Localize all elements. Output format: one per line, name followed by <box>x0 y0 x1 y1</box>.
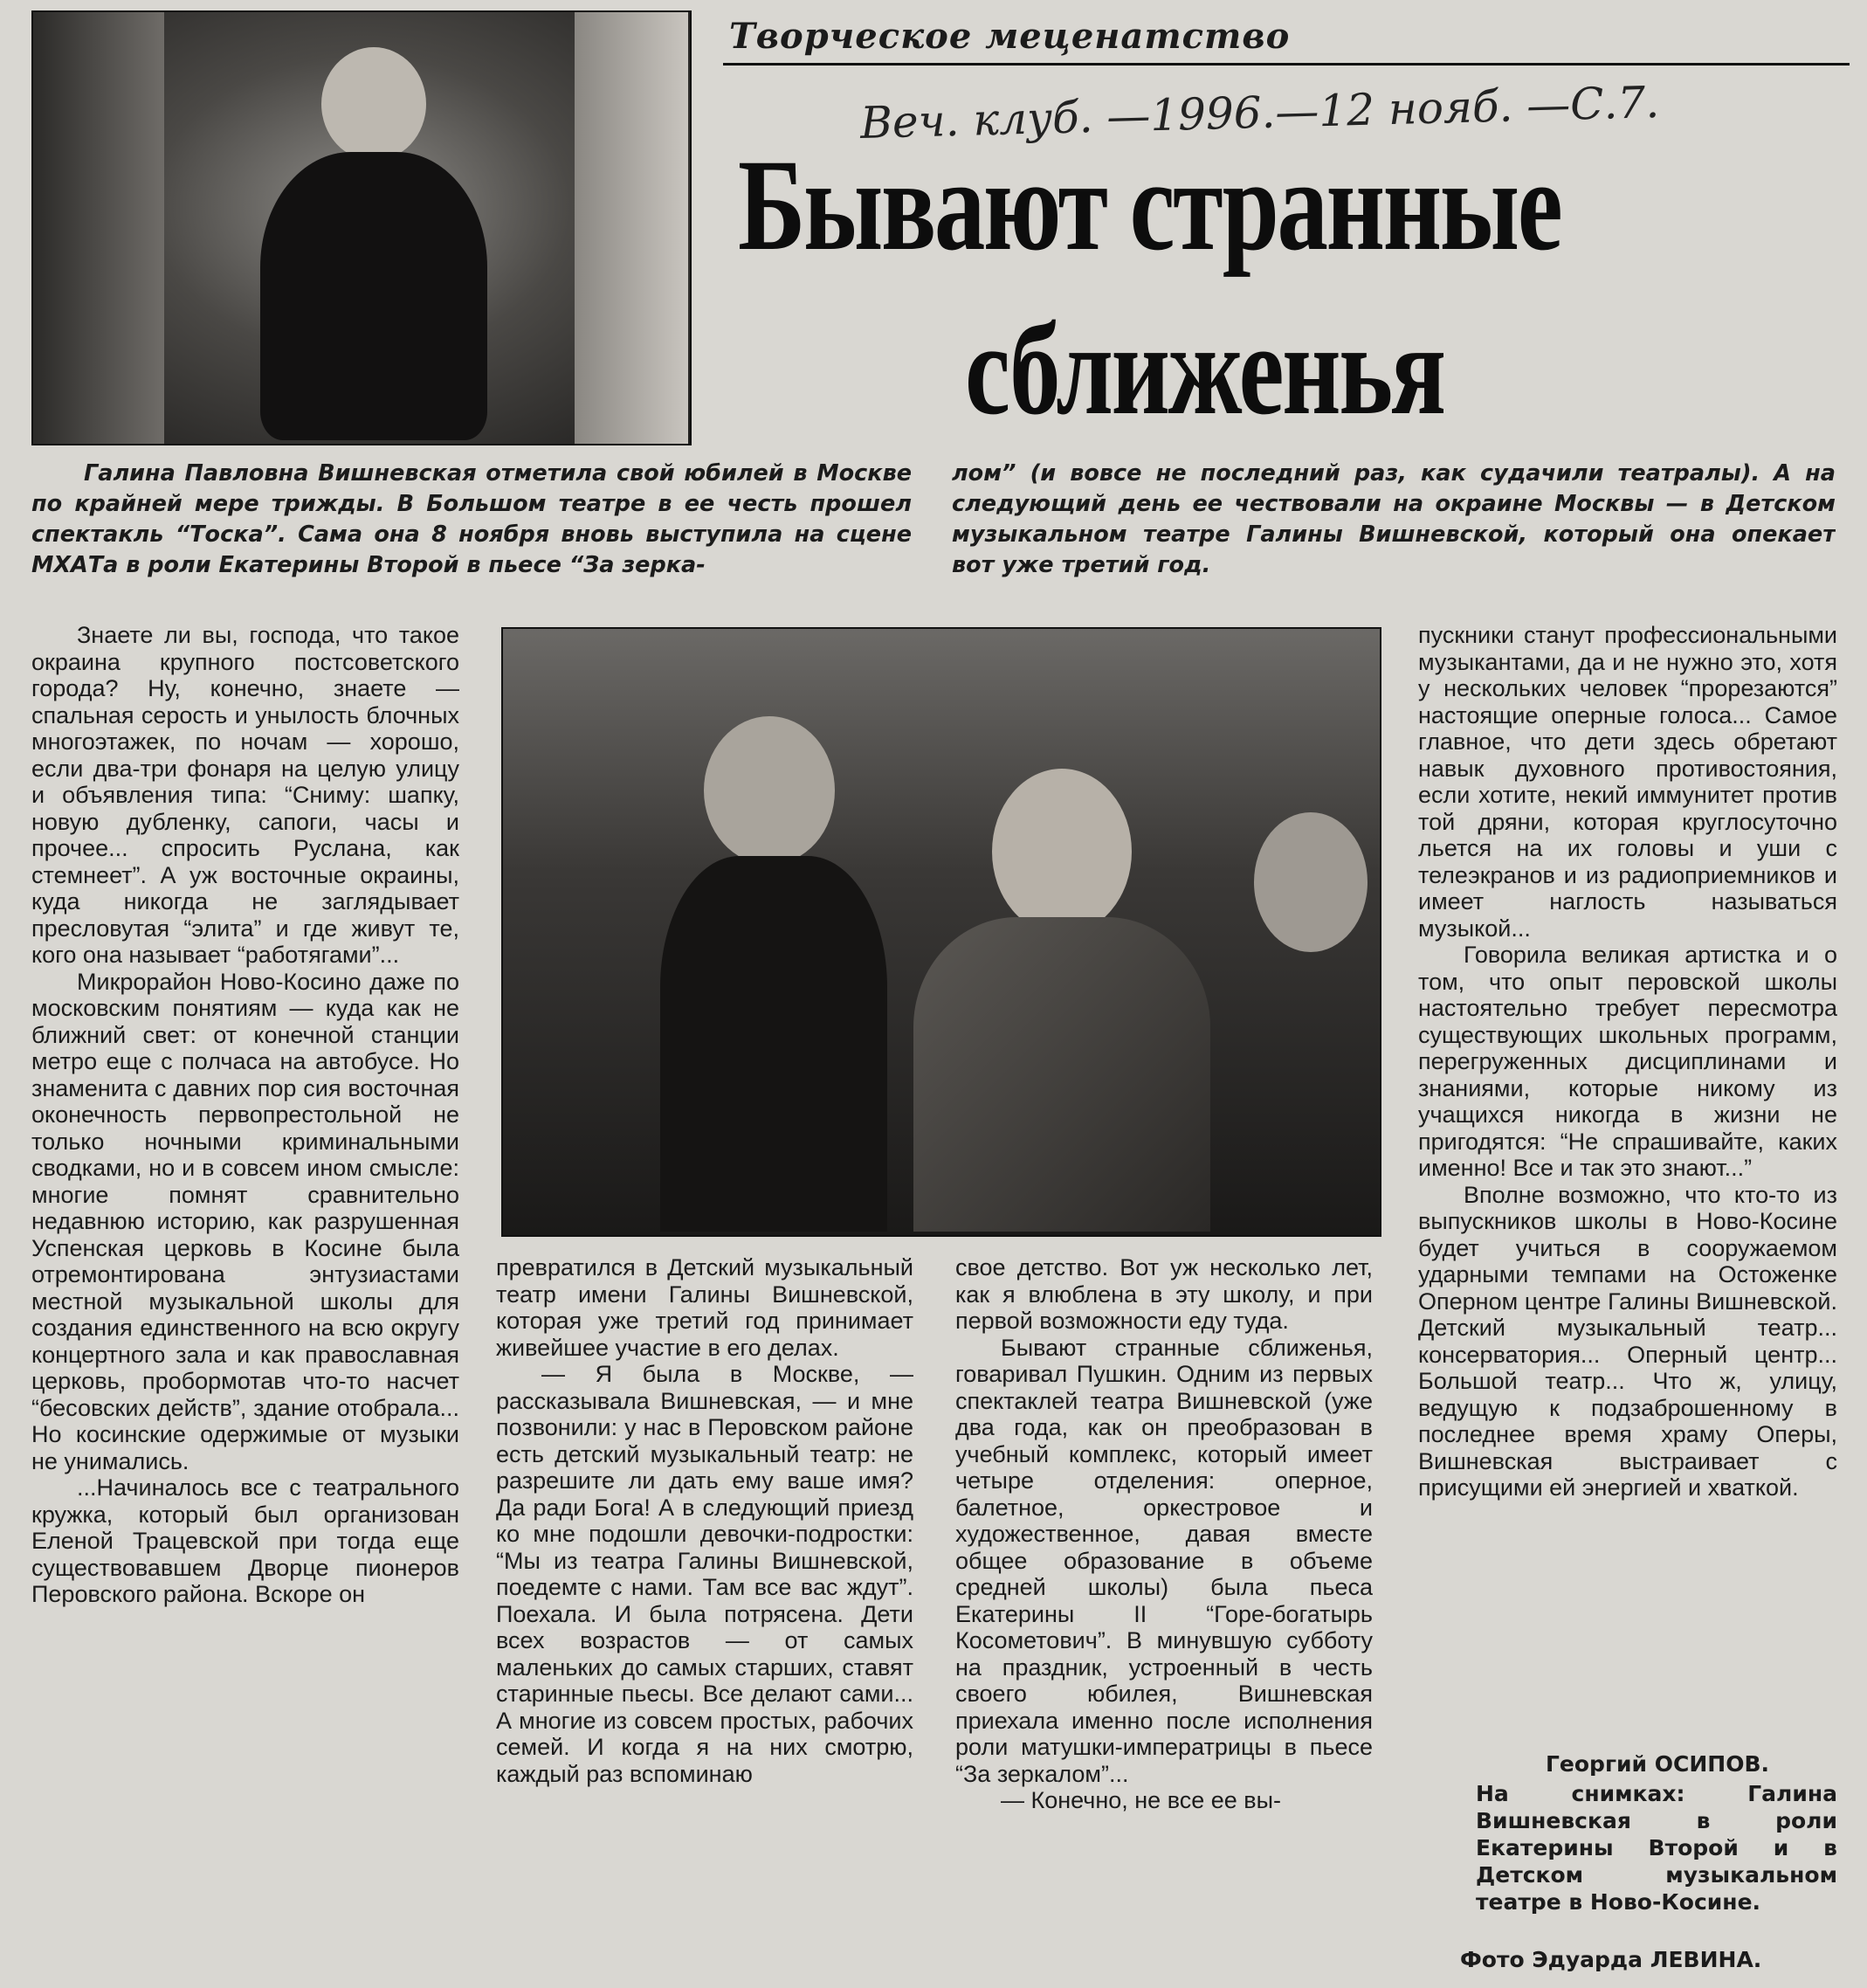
photo-column-right <box>575 12 688 444</box>
photo-figure-vishnevskaya-body <box>913 917 1210 1232</box>
col1-paragraph-2: Микрорайон Ново-Косино даже по московским понятиям — куда как не ближний свет: от конечной станции метро еще с полчаса на автобусе. Но знаменита с давних пор сия восточная оконечность первопрестольной не только ночными криминальными сводками, но и в совсем ином смысле: многие помнят сравнительно недавнюю историю, как разрушенная Успенская церковь в Косине была отремонтирована энтузиастами местной музыкальной школы для создания единственного на всю округу концертного зала и как православная церковь, пробормотав что-то насчет “бесовских действ”, здание отобрала... Но косинские одержимые от музыки не унимались. <box>31 968 459 1474</box>
photo-childrens-theatre <box>501 627 1381 1237</box>
lead-left <box>31 459 912 611</box>
col4-paragraph-2: Говорила великая артистка и о том, что опыт перовской школы настоятельно требует пересмотра существующих школьных программ, перегруженных дисциплинами и знаниями, которые никому из учащихся никогда в жизни не пригодятся: “Не спрашивайте, каких именно! Все и так это знают...” <box>1418 942 1837 1181</box>
photo-figure-singer <box>321 47 426 161</box>
rubric-title: Творческое меценатство <box>729 16 1291 57</box>
col3-paragraph-1: свое детство. Вот уж несколько лет, как я влюблена в эту школу, и при первой возможности еду туда. <box>955 1254 1373 1334</box>
photo-figure-woman-left-body <box>660 856 887 1232</box>
article-column-4 <box>1418 622 1837 1749</box>
col2-paragraph-1: превратился в Детский музыкальный театр имени Галины Вишневской, которая уже третий год принимает живейшее участие в его делах. <box>496 1254 913 1361</box>
col4-paragraph-1: пускники станут профессиональными музыкантами, да и не нужно это, хотя у нескольких человек “прорезаются” настоящие оперные голоса... Самое главное, что дети здесь обретают навык духовного противостояния, если хотите, некий иммунитет против той дряни, которая круглосуточно льется на их головы и уши с телеэкранов и из радиоприемников и имеет наглость называться музыкой... <box>1418 622 1837 942</box>
headline-line1: Бывают странные <box>738 133 1561 278</box>
col4-paragraph-3: Вполне возможно, что кто-то из выпускников школы в Ново-Косине будет учиться в сооружаемом ударными темпами на Остоженке Оперном центре Галины Вишневской. Детский музыкальный театр... консерватория... Оперный центр... Большой театр... Что ж, улицу, ведущую к подзаброшенному в последнее время храму Оперы, Вишневская выстраивает с присущими ей энергией и хваткой. <box>1418 1181 1837 1501</box>
photo-curtain-left <box>33 12 164 444</box>
photo-catherine-role <box>31 10 692 445</box>
lead-right <box>952 459 1836 611</box>
col3-paragraph-3: — Конечно, не все ее вы- <box>1001 1787 1282 1813</box>
photo-figure-gown <box>260 152 487 440</box>
author-signature: Георгий ОСИПОВ. <box>1546 1751 1770 1777</box>
article-column-3 <box>955 1254 1373 1971</box>
photo-figure-woman-left <box>704 716 835 865</box>
photo-credit: Фото Эдуарда ЛЕВИНА. <box>1460 1947 1762 1972</box>
col1-paragraph-1: Знаете ли вы, господа, что такое окраина крупного постсоветского города? Ну, конечно, знаете — спальная серость и унылость блочных многоэтажек, по ночам — хорошо, если два-три фонаря на целую улицу и объявления типа: “Сниму: шапку, новую дубленку, сапоги, часы и прочее... спросить Руслана, как стемнеет”. А уж восточные окраины, куда никогда не заглядывает пресловутая “элита” и где живут те, кого она называет “работягами”... <box>31 622 459 968</box>
photo-caption: На снимках: Галина Вишневская в роли Екатерины Второй и в Детском музыкальном театре в Ново-Косине. <box>1476 1781 1837 1915</box>
lead-left-text: Галина Павловна Вишневская отметила свой юбилей в Москве по крайней мере трижды. В Большом театре в ее честь прошел спектакль “Тоска”. Сама она 8 ноября вновь выступила на сцене МХАТа в роли Екатерины Второй в пьесе “За зерка- <box>31 460 912 578</box>
headline-line2: сближенья <box>965 297 1444 442</box>
article-column-1 <box>31 622 459 1985</box>
col2-paragraph-2: — Я была в Москве, — рассказывала Вишневская, — и мне позвонили: у нас в Перовском районе есть детский музыкальный театр: не разрешите ли дать ему ваше имя? Да ради Бога! А в следующий приезд ко мне подошли девочки-подростки: “Мы из театра Галины Вишневской, поедемте с нами. Там все вас ждут”. Поехала. И была потрясена. Дети всех возрастов — от самых маленьких до самых старших, ставят старинные пьесы. Все делают сами... А многие из совсем простых, рабочих семей. И когда я на них смотрю, каждый раз вспоминаю <box>496 1361 913 1787</box>
col1-paragraph-3: ...Начиналось все с театрального кружка, который был организован Еленой Трацевской при тогда еще существовавшем Дворце пионеров Перовского района. Вскоре он <box>31 1474 459 1607</box>
handwritten-archive-note: Веч. клуб. —1996.—12 нояб. —С.7. <box>859 77 1660 148</box>
article-column-2 <box>496 1254 913 1971</box>
lead-right-text: лом” (и вовсе не последний раз, как судачили театралы). А на следующий день ее чествовали на окраине Москвы — в Детском музыкальном театре Галины Вишневской, который она опекает вот уже третий год. <box>952 460 1836 578</box>
photo-figure-man-right <box>1254 812 1368 952</box>
col3-paragraph-2: Бывают странные сближенья, говаривал Пушкин. Одним из первых спектаклей театра Вишневской (уже два года, как он преобразован в учебный комплекс, который имеет четыре отделения: оперное, балетное, оркестровое и художественное, давая вместе общее образование в объеме средней школы) была пьеса Екатерины II “Горе-богатырь Косометович”. В минувшую субботу на праздник, устроенный в честь своего юбилея, Вишневская приехала именно после исполнения роли матушки-императрицы в пьесе “За зеркалом”... <box>955 1334 1373 1787</box>
photo-figure-vishnevskaya <box>992 769 1132 935</box>
rubric-rule <box>723 63 1850 66</box>
